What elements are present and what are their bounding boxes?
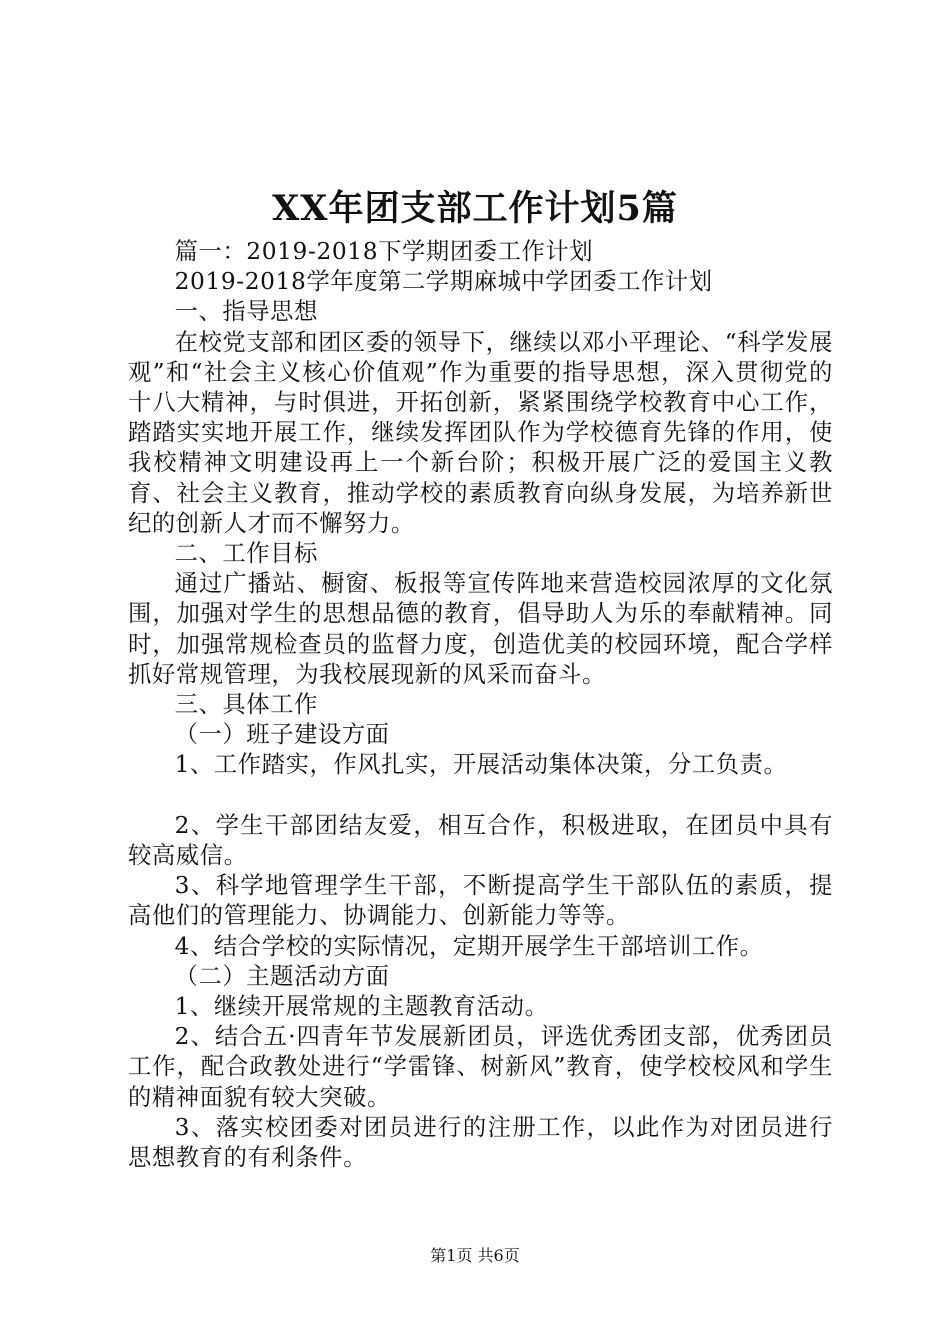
paragraph-work-goals: 通过广播站、橱窗、板报等宣传阵地来营造校园浓厚的文化氛围，加强对学生的思想品德的教育，倡导助人为乐的奉献精神。同时，加强常规检查员的监督力度，创造优美的校园环境，配合学样抓好常规管理，为我校展现新的风采而奋斗。	[128, 570, 833, 688]
paragraph-guiding-thought: 在校党支部和团区委的领导下，继续以邓小平理论、“科学发展观”和“社会主义核心价值观”作为重要的指导思想，深入贯彻党的十八大精神，与时俱进，开拓创新，紧紧围绕学校教育中心工作，踏踏实实地开展工作，继续发挥团队作为学校德育先锋的作用，使我校精神文明建设再上一个新台阶；积极开展广泛的爱国主义教育、社会主义教育，推动学校的素质教育向纵身发展，为培养新世纪的创新人才而不懈努力。	[128, 328, 833, 537]
section-heading-work-goals: 二、工作目标	[174, 540, 318, 568]
list-item: 2、学生干部团结友爱，相互合作，积极进取，在团员中具有较高威信。	[128, 811, 833, 870]
section-heading-specific-work: 三、具体工作	[174, 691, 318, 719]
paragraph-article-heading: 篇一：2019-2018下学期团委工作计划	[174, 238, 594, 265]
section-heading-guiding-thought: 一、指导思想	[174, 298, 318, 326]
subsection-heading-theme-activities: （二）主题活动方面	[174, 962, 390, 990]
document-body	[128, 237, 833, 1173]
list-item: 1、工作踏实，作风扎实，开展活动集体决策，分工负责。	[174, 751, 788, 779]
list-item: 3、科学地管理学生干部，不断提高学生干部队伍的素质，提高他们的管理能力、协调能力、创新能力等等。	[128, 872, 833, 930]
paragraph-plan-title: 2019-2018学年度第二学期麻城中学团委工作计划	[174, 268, 713, 296]
list-item: 2、结合五·四青年节发展新团员，评选优秀团支部，优秀团员工作，配合政教处进行“学雷锋、树新风”教育，使学校校风和学生的精神面貌有较大突破。	[128, 1023, 833, 1111]
document-title: XX年团支部工作计划5篇	[272, 188, 678, 229]
page-number-footer: 第1页 共6页	[430, 1246, 520, 1265]
blank-line	[128, 781, 833, 811]
list-item: 4、结合学校的实际情况，定期开展学生干部培训工作。	[174, 932, 764, 960]
list-item: 3、落实校团委对团员进行的注册工作，以此作为对团员进行思想教育的有利条件。	[128, 1113, 833, 1172]
subsection-heading-team-building: （一）班子建设方面	[174, 721, 390, 749]
list-item: 1、继续开展常规的主题教育活动。	[174, 993, 549, 1021]
